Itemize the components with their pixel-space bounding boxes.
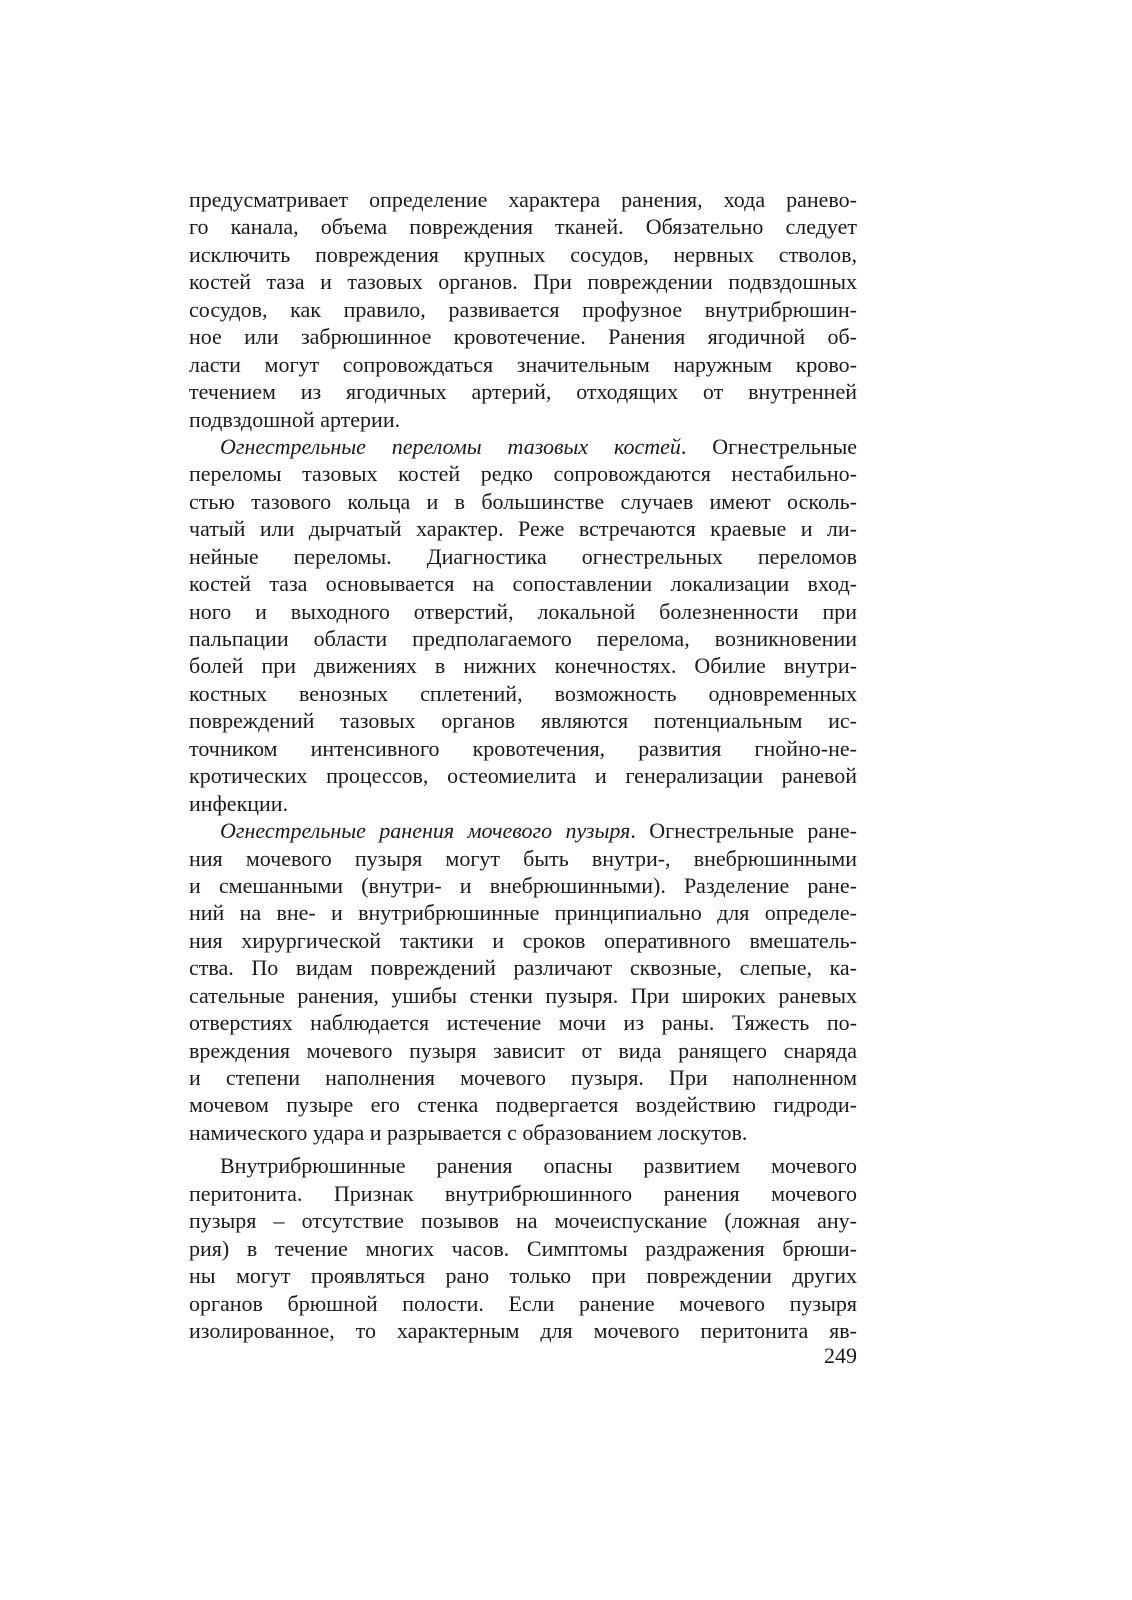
text-line: го канала, объема повреждения тканей. Обязательно следует	[189, 214, 857, 240]
text-line: намического удара и разрывается с образованием лоскутов.	[189, 1119, 748, 1145]
text-line: Внутрибрюшинные ранения опасны развитием мочевого	[220, 1153, 857, 1179]
text-line: ния мочевого пузыря могут быть внутри-, внебрюшинными	[189, 845, 857, 871]
text-line: костных венозных сплетений, возможность одновременных	[189, 680, 857, 706]
text-line: предусматривает определение характера ранения, хода ранево-	[189, 187, 857, 212]
text-line: органов брюшной полости. Если ранение мочевого пузыря	[189, 1290, 857, 1316]
page-number: 249	[824, 1343, 857, 1368]
text-line: чатый или дырчатый характер. Реже встречаются краевые и ли-	[189, 516, 857, 542]
text-line: костей таза основывается на сопоставлении локализации вход-	[189, 571, 857, 597]
text-line: перитонита. Признак внутрибрюшинного ранения мочевого	[189, 1180, 857, 1206]
text-line: течением из ягодичных артерий, отходящих от внутренней	[189, 379, 857, 405]
text-line: кротических процессов, остеомиелита и генерализации раневой	[189, 763, 857, 789]
text-line	[189, 817, 857, 844]
text-line	[189, 433, 857, 460]
text-line: костей таза и тазовых органов. При повреждении подвздошных	[189, 269, 857, 295]
text-line: ласти могут сопровождаться значительным наружным крово-	[189, 351, 857, 377]
paragraph	[189, 433, 857, 817]
text-line: инфекции.	[189, 790, 289, 816]
text-run: . Огнестрельные	[680, 433, 858, 459]
text-line: переломы тазовых костей редко сопровождаются нестабильно-	[189, 461, 857, 487]
text-line: пальпации области предполагаемого перелома, возникновении	[189, 626, 857, 651]
text-line: нейные переломы. Диагностика огнестрельных переломов	[189, 543, 857, 569]
text-line: и смешанными (внутри- и внебрюшинными). Разделение ране-	[189, 872, 857, 898]
text-line: точником интенсивного кровотечения, развития гнойно-не-	[189, 735, 857, 761]
text-line: повреждений тазовых органов являются потенциальным ис-	[189, 708, 857, 734]
text-line: болей при движениях в нижних конечностях. Обилие внутри-	[189, 653, 857, 679]
text-line: мочевом пузыре его стенка подвергается воздействию гидроди-	[189, 1092, 857, 1118]
text-line: ного и выходного отверстий, локальной болезненности при	[189, 598, 857, 624]
text-run: . Огнестрельные ране-	[630, 818, 857, 844]
text-line: изолированное, то характерным для мочевого перитонита яв-	[189, 1317, 857, 1343]
italic-heading: Огнестрельные переломы тазовых костей	[220, 433, 681, 459]
paragraph	[189, 1152, 857, 1344]
text-line: ны могут проявляться рано только при повреждении других	[189, 1263, 857, 1289]
text-line: и степени наполнения мочевого пузыря. При наполненном	[189, 1065, 857, 1090]
text-line: подвздошной артерии.	[189, 406, 401, 432]
italic-heading: Огнестрельные ранения мочевого пузыря	[220, 818, 631, 844]
paragraph	[189, 817, 857, 1146]
text-line: отверстиях наблюдается истечение мочи из раны. Тяжесть по-	[189, 1010, 857, 1036]
body-text	[189, 186, 857, 1344]
text-line: ния хирургической тактики и сроков оперативного вмешатель-	[189, 927, 857, 953]
text-line: вреждения мочевого пузыря зависит от вида ранящего снаряда	[189, 1037, 857, 1063]
text-line: рия) в течение многих часов. Симптомы раздражения брюши-	[189, 1235, 857, 1261]
text-line: исключить повреждения крупных сосудов, нервных стволов,	[189, 241, 857, 267]
text-line: пузыря – отсутствие позывов на мочеиспускание (ложная ану-	[189, 1208, 857, 1234]
text-line: ное или забрюшинное кровотечение. Ранения ягодичной об-	[189, 324, 857, 350]
text-line: сосудов, как правило, развивается профузное внутрибрюшин-	[189, 296, 857, 322]
paragraph	[189, 186, 857, 433]
text-line: ства. По видам повреждений различают сквозные, слепые, ка-	[189, 955, 857, 981]
text-line: стью тазового кольца и в большинстве случаев имеют осколь-	[189, 488, 857, 514]
text-line: ний на вне- и внутрибрюшинные принципиально для определе-	[189, 900, 857, 926]
text-line: сательные ранения, ушибы стенки пузыря. При широких раневых	[189, 982, 857, 1008]
